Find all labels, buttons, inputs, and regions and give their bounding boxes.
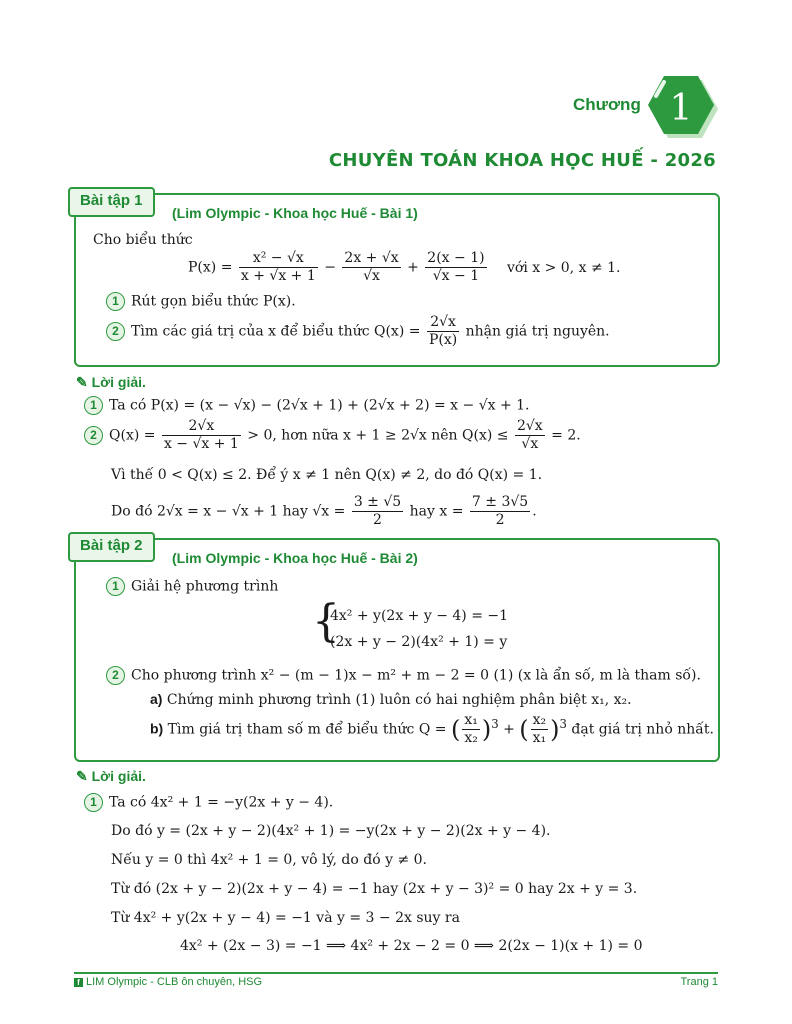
exercise-2-question-1: 1 Giải hệ phương trình [106, 577, 278, 596]
formula-lhs: P(x) = [188, 259, 233, 276]
system-brace: { [312, 596, 340, 647]
fraction-3: $\frac{2(x - 1)}{√x - 1}$ [427, 250, 485, 284]
solution-1-step-1: 1 Ta có P(x) = (x − √x) − (2√x + 1) + (2√x + 2) = x − √x + 1. [84, 396, 530, 415]
fraction-2: $\frac{2x + √x}{√x}$ [344, 250, 399, 284]
exercise-1-source: (Lim Olympic - Khoa học Huế - Bài 1) [172, 205, 418, 221]
facebook-icon: f [74, 978, 83, 987]
solution-2-line-3: Nếu y = 0 thì 4x² + 1 = 0, vô lý, do đó y ≠ 0. [111, 852, 427, 868]
exercise-2-part-b: b) Tìm giá trị tham số m để biểu thức Q = ( $\frac{\text{x₁}}{\text{x₂}}$ )$^3$ + ( $\frac{\text{x₂}}{\text{x₁}}$ )$^3$ đạt giá trị nhỏ nhất. [150, 712, 714, 746]
number-badge: 2 [84, 426, 103, 445]
page-title: CHUYÊN TOÁN KHOA HỌC HUẾ - 2026 [328, 150, 716, 171]
exercise-1-intro: Cho biểu thức [93, 232, 193, 248]
number-badge: 2 [106, 666, 125, 685]
number-badge: 1 [84, 793, 103, 812]
exercise-2-tab: Bài tập 2 [68, 532, 155, 562]
exercise-2-part-a: a) Chứng minh phương trình (1) luôn có hai nghiệm phân biệt x₁, x₂. [150, 691, 632, 708]
fraction: $\frac{2√x}{√x}$ [516, 418, 543, 452]
number-badge: 2 [106, 322, 125, 341]
chapter-label: Chương [573, 95, 641, 114]
footer-left: f LIM Olympic - CLB ôn chuyên, HSG [74, 976, 262, 988]
chapter-number: 1 [669, 88, 693, 129]
page-number: Trang 1 [680, 976, 718, 988]
fraction: $\frac{\text{x₂}}{\text{x₁}}$ [532, 712, 547, 746]
exercise-1-tab: Bài tập 1 [68, 187, 155, 217]
exercise-1-question-2: 2 Tìm các giá trị của x để biểu thức Q(x) = $\frac{2√x}{P(x)}$ nhận giá trị nguyên. [106, 314, 610, 349]
solution-1-step-3: Vì thế 0 < Q(x) ≤ 2. Để ý x ≠ 1 nên Q(x) ≠ 2, do đó Q(x) = 1. [111, 467, 543, 483]
solution-2-line-4: Từ đó (2x + y − 2)(2x + y − 4) = −1 hay (2x + y − 3)² = 0 hay 2x + y = 3. [111, 881, 638, 897]
exercise-2-source: (Lim Olympic - Khoa học Huế - Bài 2) [172, 550, 418, 566]
footer-divider [74, 972, 718, 974]
exercise-2-question-2: 2 Cho phương trình x² − (m − 1)x − m² + m − 2 = 0 (1) (x là ẩn số, m là tham số). [106, 666, 701, 685]
number-badge: 1 [106, 292, 125, 311]
fraction: $\frac{3 \pm √5}{2}$ [353, 494, 402, 528]
exercise-1-question-1: 1 Rút gọn biểu thức P(x). [106, 292, 296, 311]
solution-2-label: ✎ Lời giải. [76, 768, 146, 784]
formula-condition: với x > 0, x ≠ 1. [507, 259, 621, 276]
exercise-1-formula: P(x) = $\frac{\text{x² − √x}}{x + √x + 1}$ − $\frac{2x + √x}{√x}$ + $\frac{2(x - 1)}{√x - 1}$ với x > 0, x ≠ 1. [188, 250, 621, 284]
solution-2-line-6: 4x² + (2x − 3) = −1 ⟹ 4x² + 2x − 2 = 0 ⟹ 2(2x − 1)(x + 1) = 0 [180, 938, 643, 954]
fraction: $\frac{2√x}{x - √x + 1}$ [163, 418, 239, 452]
solution-1-step-2: 2 Q(x) = $\frac{2√x}{x - √x + 1}$ > 0, hơn nữa x + 1 ≥ 2√x nên Q(x) ≤ $\frac{2√x}{√x}$ = 2. [84, 418, 581, 453]
solution-1-label: ✎ Lời giải. [76, 374, 146, 390]
system-equation-1: 4x² + y(2x + y − 4) = −1 [330, 608, 509, 624]
fraction-1: $\frac{\text{x² − √x}}{x + √x + 1}$ [240, 250, 316, 284]
solution-2-line-1: 1 Ta có 4x² + 1 = −y(2x + y − 4). [84, 793, 333, 812]
fraction-q: $\frac{2√x}{P(x)}$ [428, 314, 458, 348]
fraction: $\frac{\text{x₁}}{\text{x₂}}$ [464, 712, 478, 746]
system-equation-2: (2x + y − 2)(4x² + 1) = y [330, 634, 508, 650]
solution-2-line-5: Từ 4x² + y(2x + y − 4) = −1 và y = 3 − 2x suy ra [111, 910, 460, 926]
solution-2-line-2: Do đó y = (2x + y − 2)(4x² + 1) = −y(2x + y − 2)(2x + y − 4). [111, 823, 551, 839]
chapter-badge [644, 74, 720, 144]
number-badge: 1 [84, 396, 103, 415]
solution-1-step-4: Do đó 2√x = x − √x + 1 hay √x = $\frac{3 \pm √5}{2}$ hay x = $\frac{7 \pm 3√5}{2}$ . [111, 494, 537, 528]
fraction: $\frac{7 \pm 3√5}{2}$ [471, 494, 529, 528]
number-badge: 1 [106, 577, 125, 596]
